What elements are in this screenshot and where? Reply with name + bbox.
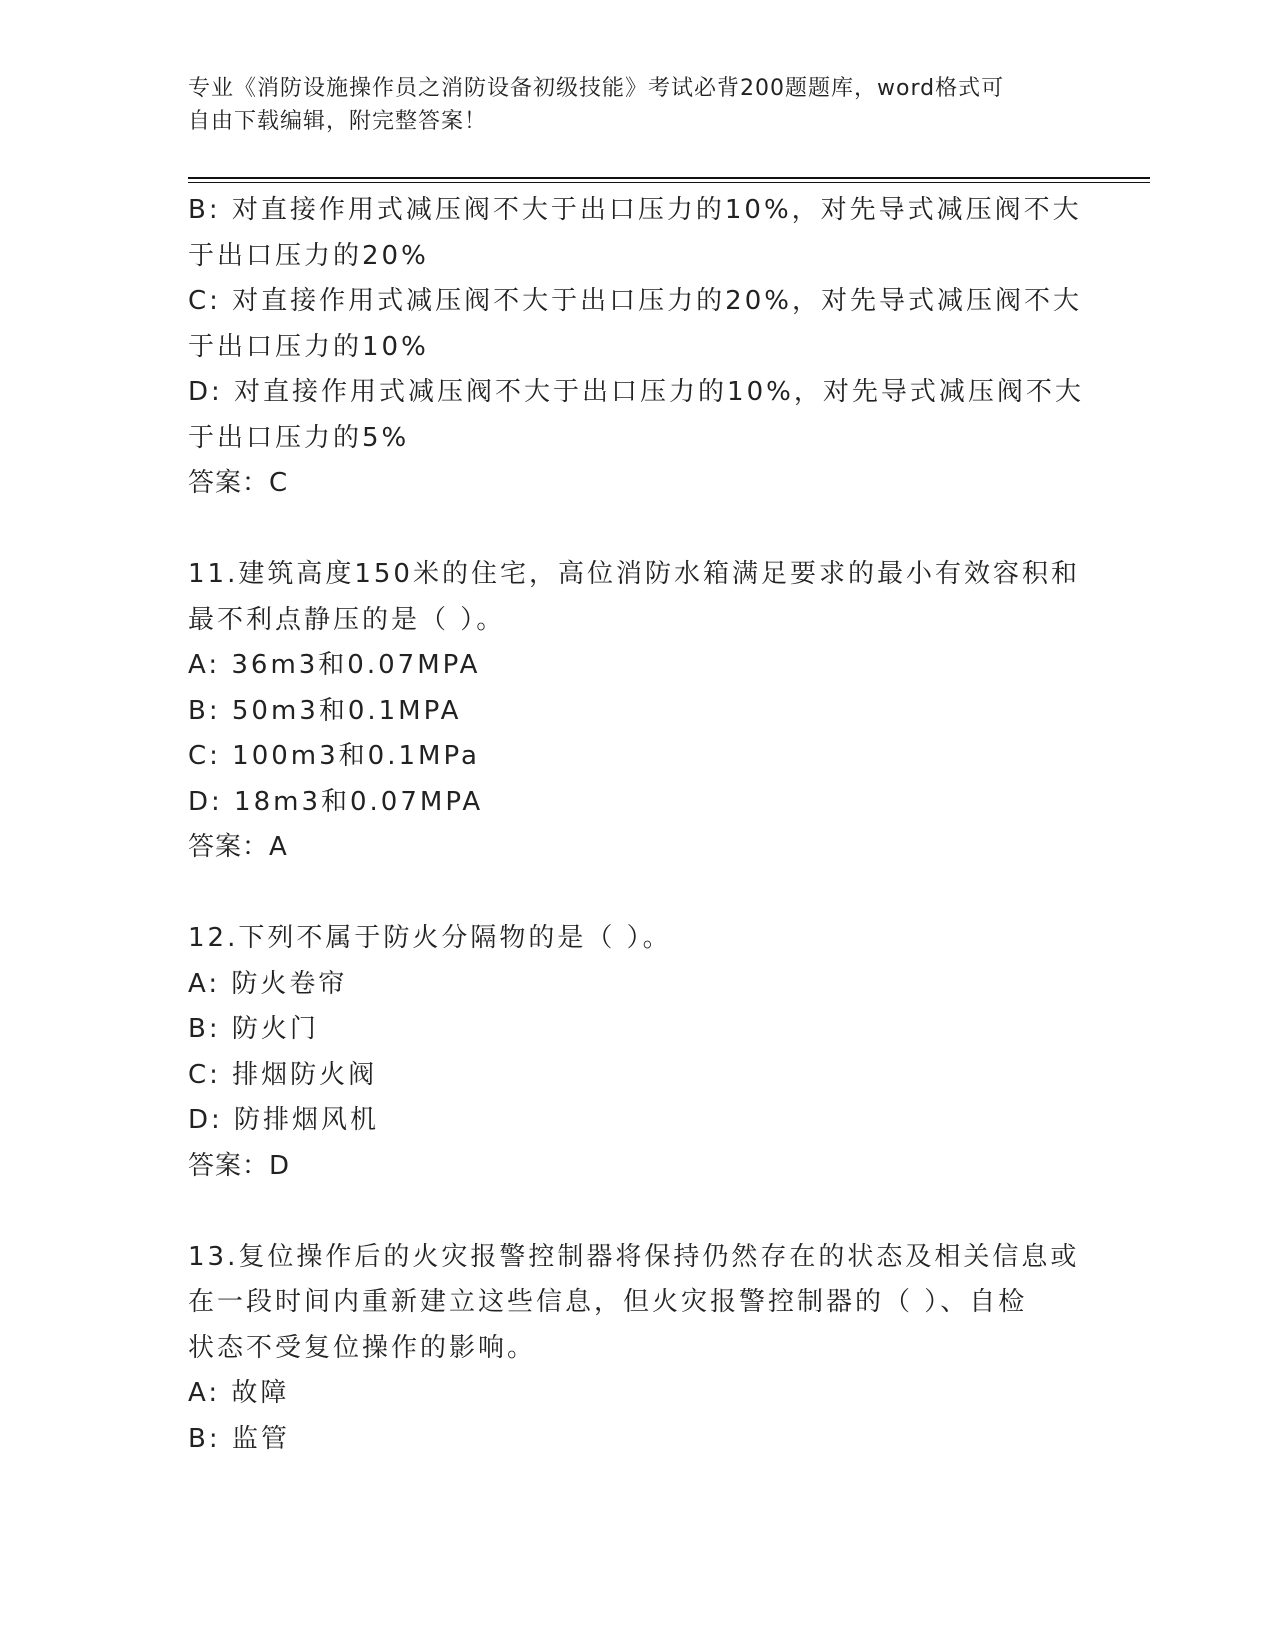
option-b: B: 监管 [188,1423,290,1454]
header-line-1: 专业《消防设施操作员之消防设备初级技能》考试必背200题题库，word格式可 [188,76,1005,101]
question-stem-line: 11.建筑高度150米的住宅，高位消防水箱满足要求的最小有效容积和 [188,559,1080,589]
question-block-previous [188,188,1088,507]
option-c: C: 排烟防火阀 [188,1059,378,1090]
option-c [188,279,1088,370]
option-text-line: C: 对直接作用式减压阀不大于出口压力的20%，对先导式减压阀不大 [188,286,1082,316]
option-a: A: 36m3和0.07MPA [188,650,481,680]
option-c: C: 100m3和0.1MPa [188,741,480,771]
option-d [188,370,1088,461]
header-rule-thin [188,182,1150,183]
option-text-line: D: 对直接作用式减压阀不大于出口压力的10%，对先导式减压阀不大 [188,377,1084,407]
spacer [188,507,1088,553]
question-block-12 [188,916,1088,1189]
answer-line: 答案：C [188,468,289,498]
question-stem-line: 在一段时间内重新建立这些信息，但火灾报警控制器的（ ）、自检 [188,1287,1028,1317]
option-text-line: B: 对直接作用式减压阀不大于出口压力的10%，对先导式减压阀不大 [188,195,1082,225]
question-block-11 [188,552,1088,871]
option-a: A: 防火卷帘 [188,968,348,999]
answer-line: 答案：A [188,832,288,862]
question-stem-line: 状态不受复位操作的影响。 [188,1332,537,1363]
answer-line: 答案：D [188,1150,291,1181]
option-b: B: 防火门 [188,1014,319,1044]
header-line-2: 自由下载编辑，附完整答案！ [188,109,488,134]
option-b [188,188,1088,279]
spacer [188,871,1088,917]
option-d: D: 18m3和0.07MPA [188,786,484,817]
option-text-line: 于出口压力的20% [188,240,429,271]
question-block-13 [188,1235,1088,1463]
header-rule-thick [188,177,1150,179]
option-text-line: 于出口压力的10% [188,331,429,362]
option-a: A: 故障 [188,1378,290,1408]
question-stem-line: 12.下列不属于防火分隔物的是（ ）。 [188,923,672,953]
option-text-line: 于出口压力的5% [188,422,410,453]
spacer [188,1189,1088,1235]
document-body [188,188,1088,1462]
question-stem-line: 最不利点静压的是（ ）。 [188,604,506,635]
document-header [188,72,1088,138]
question-stem-line: 13.复位操作后的火灾报警控制器将保持仍然存在的状态及相关信息或 [188,1241,1080,1272]
option-b: B: 50m3和0.1MPA [188,695,462,726]
option-d: D: 防排烟风机 [188,1105,380,1135]
